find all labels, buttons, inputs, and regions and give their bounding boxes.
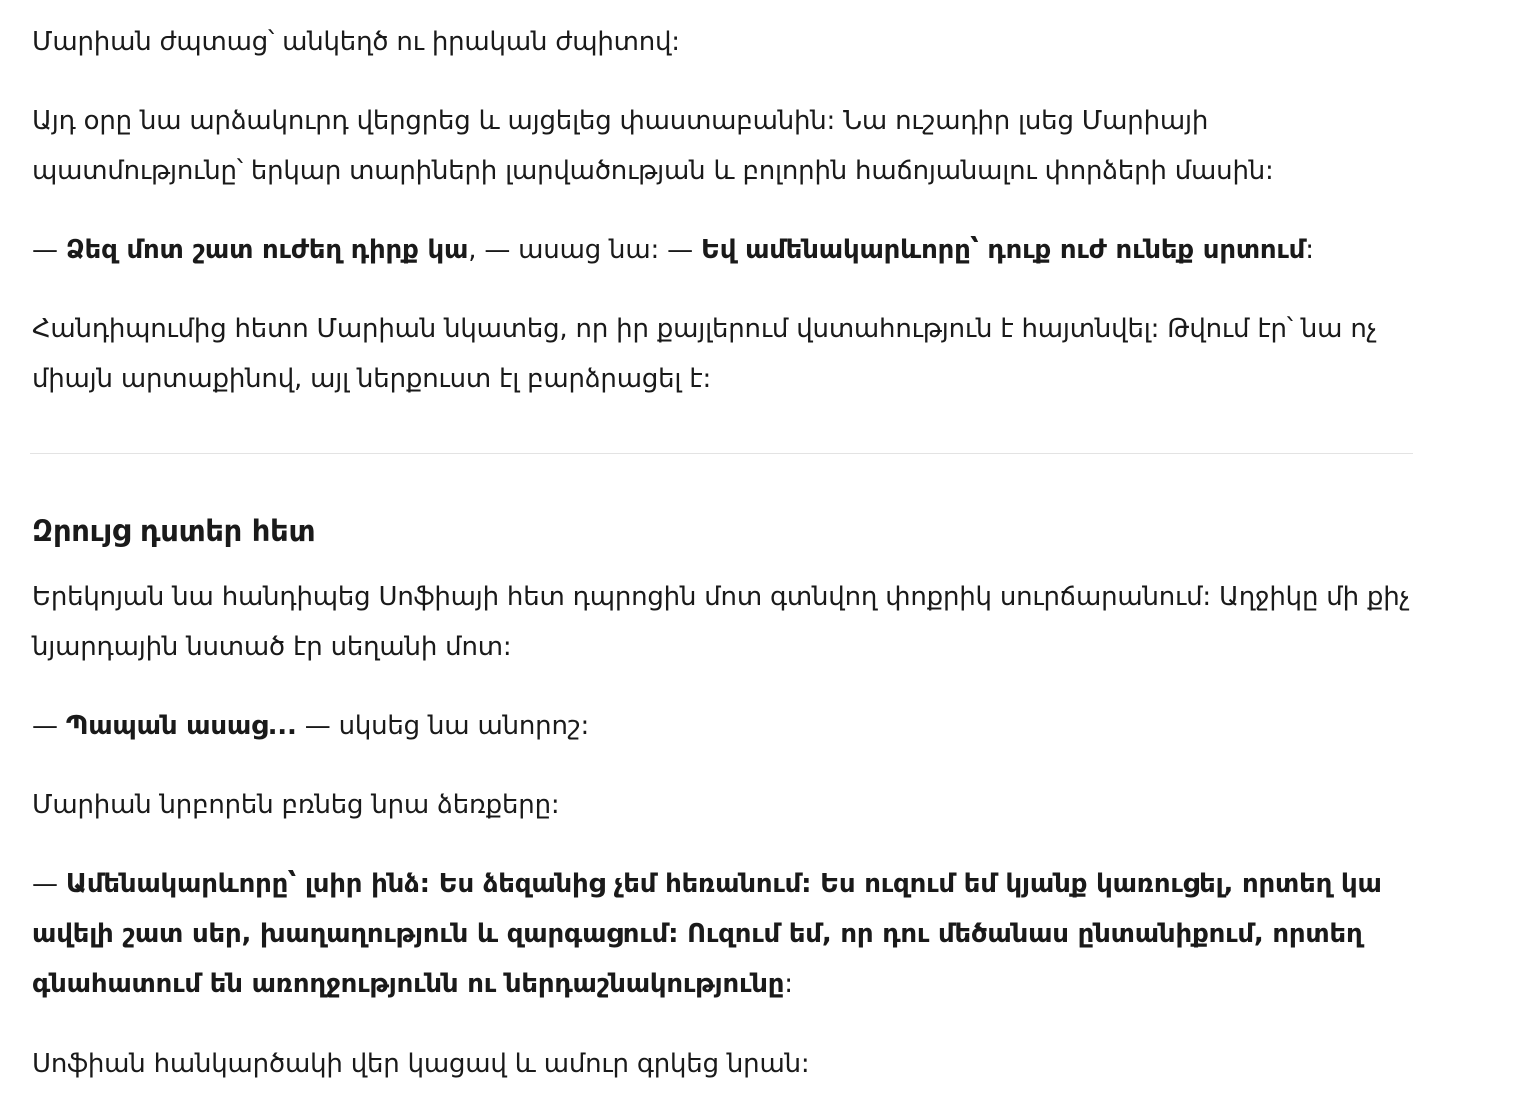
dialogue-bold-phrase: Ձեզ մոտ շատ ուժեղ դիրք կա — [65, 235, 469, 265]
paragraph-lawyer-visit — [32, 96, 1422, 196]
paragraph-cafe-meeting — [32, 572, 1422, 672]
paragraph-text: Այդ օրը նա արձակուրդ վերցրեց և այցելեց փաստաբանին: Նա ուշադիր լսեց Մարիայի պատմությունը՝ երկար տարիների լարվածության և բոլորին հաճոյանալու փորձերի մասին: — [32, 106, 1274, 186]
dialogue-dash: — — [32, 711, 66, 741]
section-heading: Զրույց դստեր հետ — [32, 514, 316, 548]
dialogue-daughter — [32, 701, 1422, 751]
dialogue-dash: — — [32, 869, 66, 899]
dialogue-attribution: , — ասաց նա: — — [468, 235, 701, 265]
paragraph-text: Մարիան ժպտաց՝ անկեղծ ու իրական ժպիտով: — [32, 27, 680, 57]
dialogue-lawyer — [32, 225, 1422, 275]
paragraph-after-meeting — [32, 304, 1422, 404]
dialogue-end: : — [784, 969, 793, 999]
paragraph-text: Սոֆիան հանկարծակի վեր կացավ և ամուր գրկեց նրան: — [32, 1049, 810, 1079]
dialogue-end: : — [1305, 235, 1314, 265]
dialogue-attribution: — սկսեց նա անորոշ: — [296, 711, 590, 741]
paragraph-text: Երեկոյան նա հանդիպեց Սոֆիայի հետ դպրոցին մոտ գտնվող փոքրիկ սուրճարանում: Աղջիկը մի քիչ նյարդային նստած էր սեղանի մոտ: — [32, 582, 1410, 662]
dialogue-bold-phrase: Ամենակարևորը՝ լսիր ինձ: Ես ձեզանից չեմ հեռանում: Ես ուզում եմ կյանք կառուցել, որտեղ կա ավելի շատ սեր, խաղաղություն և զարգացում: Ուզում եմ, որ դու մեծանաս ընտանիքում, որտեղ գնահատում են առողջությունն ու ներդաշնակությունը — [32, 869, 1382, 999]
paragraph-holding-hands — [32, 780, 1422, 830]
paragraph-text: Մարիան նրբորեն բռնեց նրա ձեռքերը: — [32, 790, 560, 820]
paragraph-text: Հանդիպումից հետո Մարիան նկատեց, որ իր քայլերում վստահություն է հայտնվել: Թվում էր՝ նա ոչ միայն արտաքինով, այլ ներքուստ էլ բարձրացել է: — [32, 314, 1377, 394]
dialogue-mother — [32, 859, 1422, 1009]
dialogue-bold-phrase: Պապան ասաց... — [65, 711, 297, 741]
dialogue-dash: — — [32, 235, 66, 265]
section-divider — [30, 453, 1413, 454]
paragraph-smile — [32, 17, 1422, 67]
paragraph-hug — [32, 1039, 1422, 1089]
dialogue-bold-phrase: Եվ ամենակարևորը՝ դուք ուժ ունեք սրտում — [700, 235, 1306, 265]
